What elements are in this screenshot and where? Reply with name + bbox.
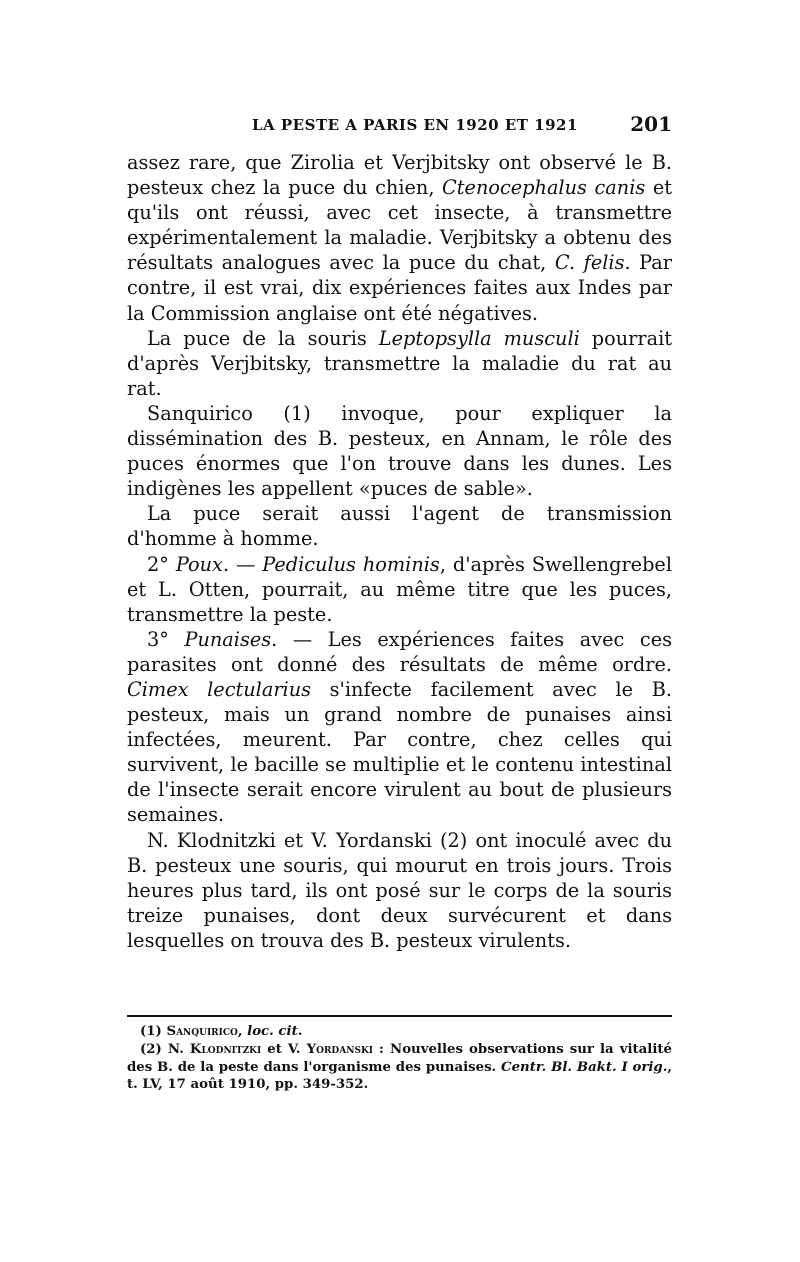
italic-text: loc. cit	[247, 1024, 298, 1039]
paragraph	[127, 150, 672, 326]
text-run: ,	[237, 1024, 248, 1039]
text-run: : Nouvelles observations sur la vitalité des B. de la peste dans l'organisme des punaises.	[127, 1041, 672, 1075]
italic-text: Poux	[175, 552, 223, 576]
paragraph	[127, 552, 672, 627]
text-run: (1)	[140, 1024, 167, 1039]
text-run: 3°	[147, 627, 185, 651]
italic-text: Pediculus hominis	[262, 552, 440, 576]
italic-text: Cimex lectularius	[127, 677, 312, 701]
text-run: .	[297, 1024, 303, 1039]
paragraph	[127, 828, 672, 953]
text-run: N. Klodnitzki et V. Yordanski (2) ont inoculé avec du B. pesteux une souris, qui mourut en trois jours. Trois heures plus tard, ils ont posé sur le corps de la souris treize punaises, dont deux survécurent et dans lesquelles on trouva des B. pesteux virulents.	[127, 828, 672, 952]
body-text	[127, 150, 672, 953]
footnote	[127, 1023, 672, 1041]
italic-text: Centr. Bl. Bakt. I orig.	[501, 1059, 668, 1075]
italic-text: Punaises	[184, 627, 272, 651]
page-header	[127, 112, 672, 140]
text-run: . —	[222, 552, 263, 576]
text-run: assez rare, que Zirolia et Verjbitsky ont observé le B. pesteux chez la puce du chien,	[127, 151, 672, 200]
text-run: pourrait d'après Verjbitsky, transmettre la maladie du rat au rat.	[127, 326, 673, 400]
paragraph	[127, 627, 672, 828]
author-name: Sanquirico	[166, 1024, 238, 1039]
text-run: et qu'ils ont réussi, avec cet insecte, à transmettre expérimentalement la maladie. Verjbitsky a obtenu des résultats analogues avec la puce du chat,	[127, 176, 672, 275]
footnote-rule	[127, 1015, 672, 1017]
text-run: La puce serait aussi l'agent de transmission d'homme à homme.	[127, 502, 672, 551]
text-run: s'infecte facilement avec le B. pesteux, mais un grand nombre de punaises ainsi infectées, meurent. Par contre, chez celles qui survivent, le bacille se multiplie et le contenu intestinal de l'insecte serait encore virulent au bout de plusieurs semaines.	[127, 677, 672, 827]
footnote	[127, 1041, 672, 1094]
running-title: LA PESTE A PARIS EN 1920 ET 1921	[252, 116, 578, 134]
text-run: , d'après Swellengrebel et L. Otten, pourrait, au même titre que les puces, transmettre la peste.	[127, 552, 672, 626]
page-number: 201	[630, 112, 672, 136]
text-run: Sanquirico (1) invoque, pour expliquer la dissémination des B. pesteux, en Annam, le rôle des puces énormes que l'on trouve dans les dunes. Les indigènes les appellent «puces de sable».	[127, 401, 672, 501]
paragraph	[127, 326, 672, 401]
text-run: . Par contre, il est vrai, dix expériences faites aux Indes par la Commission anglaise ont été négatives.	[127, 251, 672, 325]
paragraph	[127, 401, 672, 501]
text-run: La puce de la souris	[147, 326, 379, 350]
footnotes	[127, 1023, 672, 1094]
paragraph	[127, 501, 672, 551]
italic-text: Leptopsylla musculi	[378, 326, 580, 350]
text-run: (2) N.	[140, 1041, 190, 1057]
italic-text: Ctenocephalus canis	[442, 176, 646, 200]
italic-text: C. felis	[554, 251, 625, 275]
text-run: et V.	[261, 1041, 307, 1057]
text-run: 2°	[147, 552, 176, 576]
text-run: , t. LV, 17 août 1910, pp. 349-352.	[127, 1059, 673, 1093]
author-name: Yordanski	[306, 1041, 373, 1057]
text-run: . — Les expériences faites avec ces parasites ont donné des résultats de même ordre.	[127, 627, 672, 676]
author-name: Klodnitzki	[189, 1041, 262, 1057]
